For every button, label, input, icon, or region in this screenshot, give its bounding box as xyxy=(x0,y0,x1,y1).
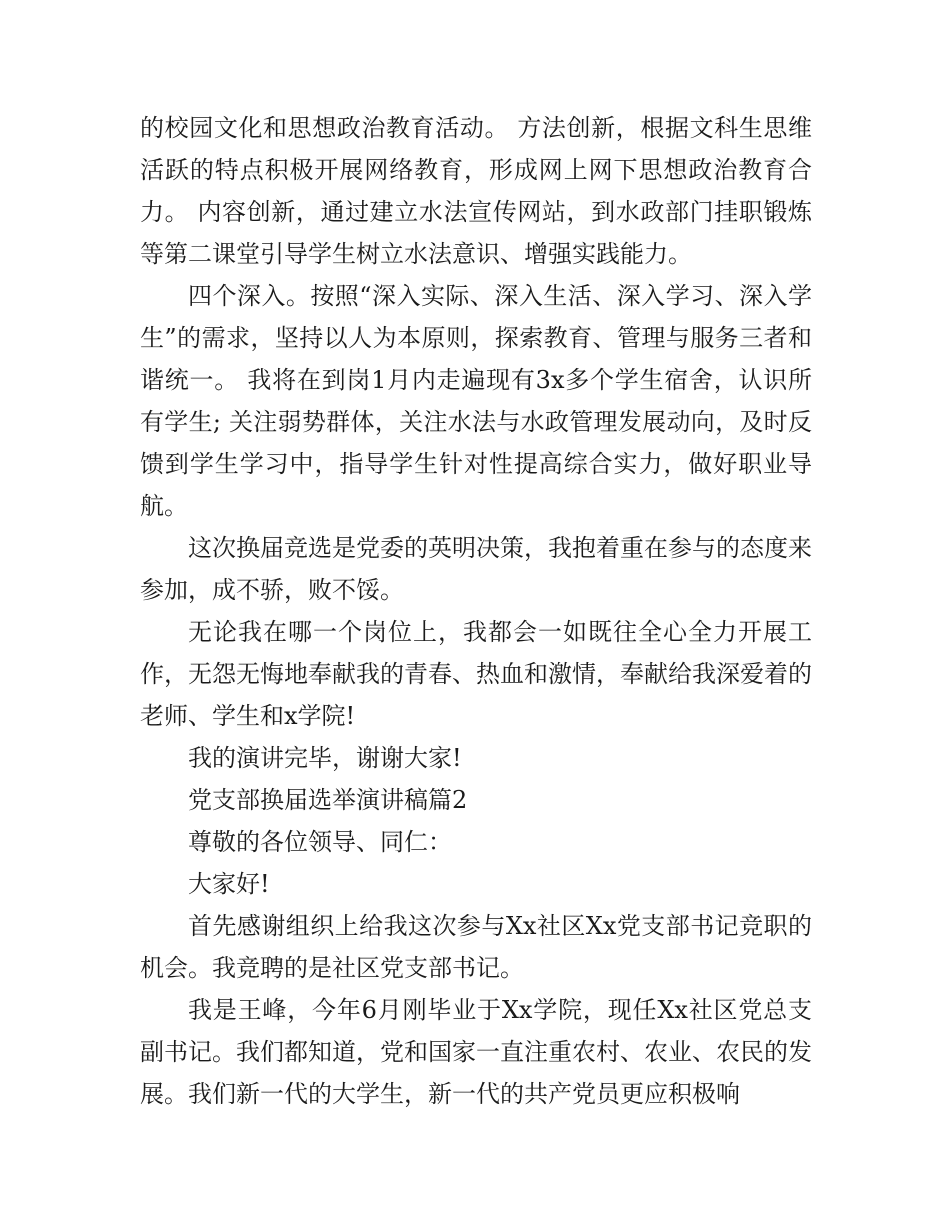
paragraph-9: 首先感谢组织上给我这次参与Xx社区Xx党支部书记竞职的机会。我竞聘的是社区党支部书记。 xyxy=(140,912,812,982)
paragraph-10: 我是王峰，今年6月刚毕业于Xx学院，现任Xx社区党总支副书记。我们都知道，党和国家一直注重农村、农业、农民的发展。我们新一代的大学生，新一代的共产党员更应积极响 xyxy=(140,996,812,1108)
paragraph-5: 我的演讲完毕，谢谢大家! xyxy=(188,744,462,772)
paragraph-3: 这次换届竞选是党委的英明决策，我抱着重在参与的态度来参加，成不骄，败不馁。 xyxy=(140,534,812,604)
section-heading: 党支部换届选举演讲稿篇2 xyxy=(188,786,468,814)
greeting: 大家好! xyxy=(188,870,270,898)
document-body xyxy=(140,107,812,1115)
paragraph-1: 的校园文化和思想政治教育活动。 方法创新，根据文科生思维活跃的特点积极开展网络教育，形成网上网下思想政治教育合力。 内容创新，通过建立水法宣传网站，到水政部门挂职锻炼等第二课堂引导学生树立水法意识、增强实践能力。 xyxy=(140,114,812,268)
salutation: 尊敬的各位领导、同仁： xyxy=(188,828,452,856)
paragraph-2: 四个深入。按照“深入实际、深入生活、深入学习、深入学生”的需求，坚持以人为本原则，探索教育、管理与服务三者和谐统一。 我将在到岗1月内走遍现有3x多个学生宿舍，认识所有学生; 关注弱势群体，关注水法与水政管理发展动向，及时反馈到学生学习中，指导学生针对性提高综合实力，做好职业导航。 xyxy=(140,282,812,520)
paragraph-4: 无论我在哪一个岗位上，我都会一如既往全心全力开展工作，无怨无悔地奉献我的青春、热血和激情，奉献给我深爱着的老师、学生和x学院! xyxy=(140,618,812,730)
